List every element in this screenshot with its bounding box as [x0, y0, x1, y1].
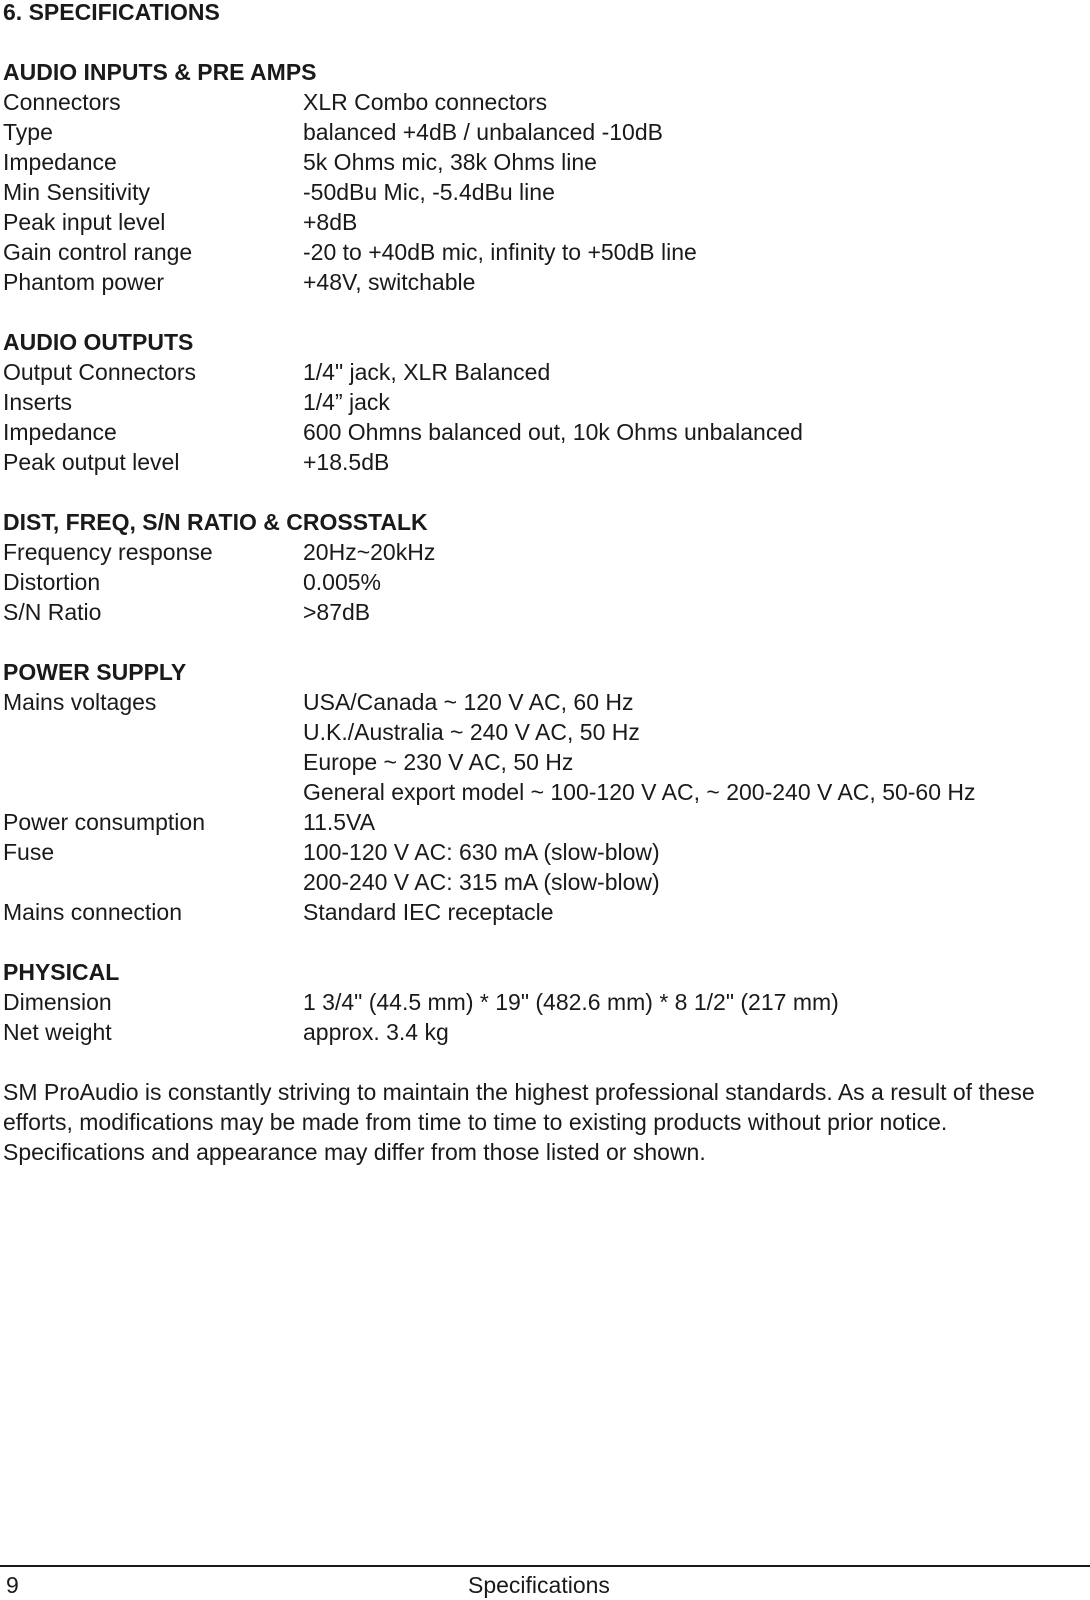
- spec-value: Europe ~ 230 V AC, 50 Hz: [303, 749, 574, 775]
- spec-value: 200-240 V AC: 315 mA (slow-blow): [303, 869, 660, 895]
- spec-values: [303, 357, 1083, 387]
- spec-label: Min Sensitivity: [3, 179, 150, 205]
- disclaimer-paragraph: SM ProAudio is constantly striving to maintain the highest professional standards. As a result of these efforts, modifications may be made from time to time to existing products without prior notice. Specifications and appearance may differ from those listed or shown.: [3, 1079, 1035, 1165]
- section-heading: AUDIO INPUTS & PRE AMPS: [3, 59, 317, 85]
- spec-value: +8dB: [303, 209, 358, 235]
- spec-row: [3, 387, 1083, 417]
- spacer: [3, 1047, 1083, 1077]
- spec-value: 600 Ohmns balanced out, 10k Ohms unbalanced: [303, 419, 803, 445]
- spec-values: [303, 237, 1083, 267]
- spec-values: [303, 1017, 1083, 1047]
- spec-section: [3, 957, 1083, 1077]
- section-heading: DIST, FREQ, S/N RATIO & CROSSTALK: [3, 509, 428, 535]
- spec-row: [3, 597, 1083, 627]
- spec-label: Inserts: [3, 389, 73, 415]
- spec-value: -20 to +40dB mic, infinity to +50dB line: [303, 239, 697, 265]
- spec-values: [303, 117, 1083, 147]
- spec-values: [303, 387, 1083, 417]
- spec-label: Fuse: [3, 839, 55, 865]
- spec-value: 1/4” jack: [303, 389, 390, 415]
- section-heading: POWER SUPPLY: [3, 659, 187, 685]
- section-heading: PHYSICAL: [3, 959, 120, 985]
- spec-value: 11.5VA: [303, 809, 376, 835]
- spec-value: 1 3/4" (44.5 mm) * 19" (482.6 mm) * 8 1/2" (217 mm): [303, 989, 839, 1015]
- spec-values: [303, 987, 1083, 1017]
- spec-row: [3, 447, 1083, 477]
- footer-divider: [0, 1565, 1090, 1567]
- spec-label: Dimension: [3, 989, 112, 1015]
- spec-section: [3, 57, 1083, 327]
- spec-value: XLR Combo connectors: [303, 89, 548, 115]
- spec-label: Type: [3, 119, 53, 145]
- spec-section: [3, 507, 1083, 657]
- spec-value: -50dBu Mic, -5.4dBu line: [303, 179, 555, 205]
- spacer: [3, 627, 1083, 657]
- spec-label: Impedance: [3, 149, 117, 175]
- spec-label: Mains voltages: [3, 689, 157, 715]
- spec-label: Power consumption: [3, 809, 205, 835]
- spec-label: Frequency response: [3, 539, 213, 565]
- spec-values: [303, 447, 1083, 477]
- section-heading: AUDIO OUTPUTS: [3, 329, 194, 355]
- spec-value: Standard IEC receptacle: [303, 899, 554, 925]
- spec-row: [3, 417, 1083, 447]
- spec-row: [3, 687, 1083, 807]
- spec-label: Output Connectors: [3, 359, 197, 385]
- spec-sections: [3, 57, 1083, 1077]
- spec-value: >87dB: [303, 599, 371, 625]
- spec-row: [3, 357, 1083, 387]
- footer-section-title: Specifications: [468, 1572, 610, 1598]
- spec-values: [303, 687, 1083, 807]
- spec-row: [3, 207, 1083, 237]
- spec-row: [3, 267, 1083, 297]
- spec-values: [303, 177, 1083, 207]
- spec-value: 1/4" jack, XLR Balanced: [303, 359, 551, 385]
- spec-label: Peak output level: [3, 449, 180, 475]
- spec-value: U.K./Australia ~ 240 V AC, 50 Hz: [303, 719, 640, 745]
- spacer: [3, 477, 1083, 507]
- spec-values: [303, 87, 1083, 117]
- spec-label: Distortion: [3, 569, 101, 595]
- spec-row: [3, 837, 1083, 897]
- spec-value: 0.005%: [303, 569, 382, 595]
- spec-values: [303, 207, 1083, 237]
- spec-row: [3, 567, 1083, 597]
- spec-values: [303, 567, 1083, 597]
- spec-value: General export model ~ 100-120 V AC, ~ 200-240 V AC, 50-60 Hz: [303, 779, 976, 805]
- spec-row: [3, 147, 1083, 177]
- spec-value: 5k Ohms mic, 38k Ohms line: [303, 149, 597, 175]
- spec-label: Impedance: [3, 419, 117, 445]
- spec-label: Gain control range: [3, 239, 193, 265]
- spec-label: Mains connection: [3, 899, 182, 925]
- spec-value: +18.5dB: [303, 449, 390, 475]
- spec-values: [303, 147, 1083, 177]
- spec-values: [303, 267, 1083, 297]
- spacer: [3, 297, 1083, 327]
- spec-row: [3, 987, 1083, 1017]
- footer-page-number: 9: [6, 1572, 19, 1598]
- spec-row: [3, 87, 1083, 117]
- spec-row: [3, 1017, 1083, 1047]
- spec-label: Net weight: [3, 1019, 112, 1045]
- spec-row: [3, 897, 1083, 927]
- spec-section: [3, 327, 1083, 507]
- spec-values: [303, 837, 1083, 897]
- spec-value: balanced +4dB / unbalanced -10dB: [303, 119, 663, 145]
- spec-values: [303, 597, 1083, 627]
- spec-values: [303, 807, 1083, 837]
- spec-value: approx. 3.4 kg: [303, 1019, 449, 1045]
- spec-values: [303, 897, 1083, 927]
- spec-row: [3, 177, 1083, 207]
- spec-value: 20Hz~20kHz: [303, 539, 436, 565]
- spec-values: [303, 537, 1083, 567]
- spec-label: Connectors: [3, 89, 121, 115]
- spec-label: Peak input level: [3, 209, 166, 235]
- spec-value: +48V, switchable: [303, 269, 476, 295]
- spec-section: [3, 657, 1083, 957]
- spec-value: 100-120 V AC: 630 mA (slow-blow): [303, 839, 660, 865]
- spec-values: [303, 417, 1083, 447]
- page-title: 6. SPECIFICATIONS: [3, 0, 220, 25]
- spec-label: Phantom power: [3, 269, 165, 295]
- spacer: [3, 927, 1083, 957]
- spacer: [3, 27, 1083, 57]
- spec-row: [3, 807, 1083, 837]
- spec-page: [3, 0, 1083, 1167]
- spec-row: [3, 537, 1083, 567]
- spec-label: S/N Ratio: [3, 599, 102, 625]
- spec-row: [3, 117, 1083, 147]
- spec-row: [3, 237, 1083, 267]
- spec-value: USA/Canada ~ 120 V AC, 60 Hz: [303, 689, 634, 715]
